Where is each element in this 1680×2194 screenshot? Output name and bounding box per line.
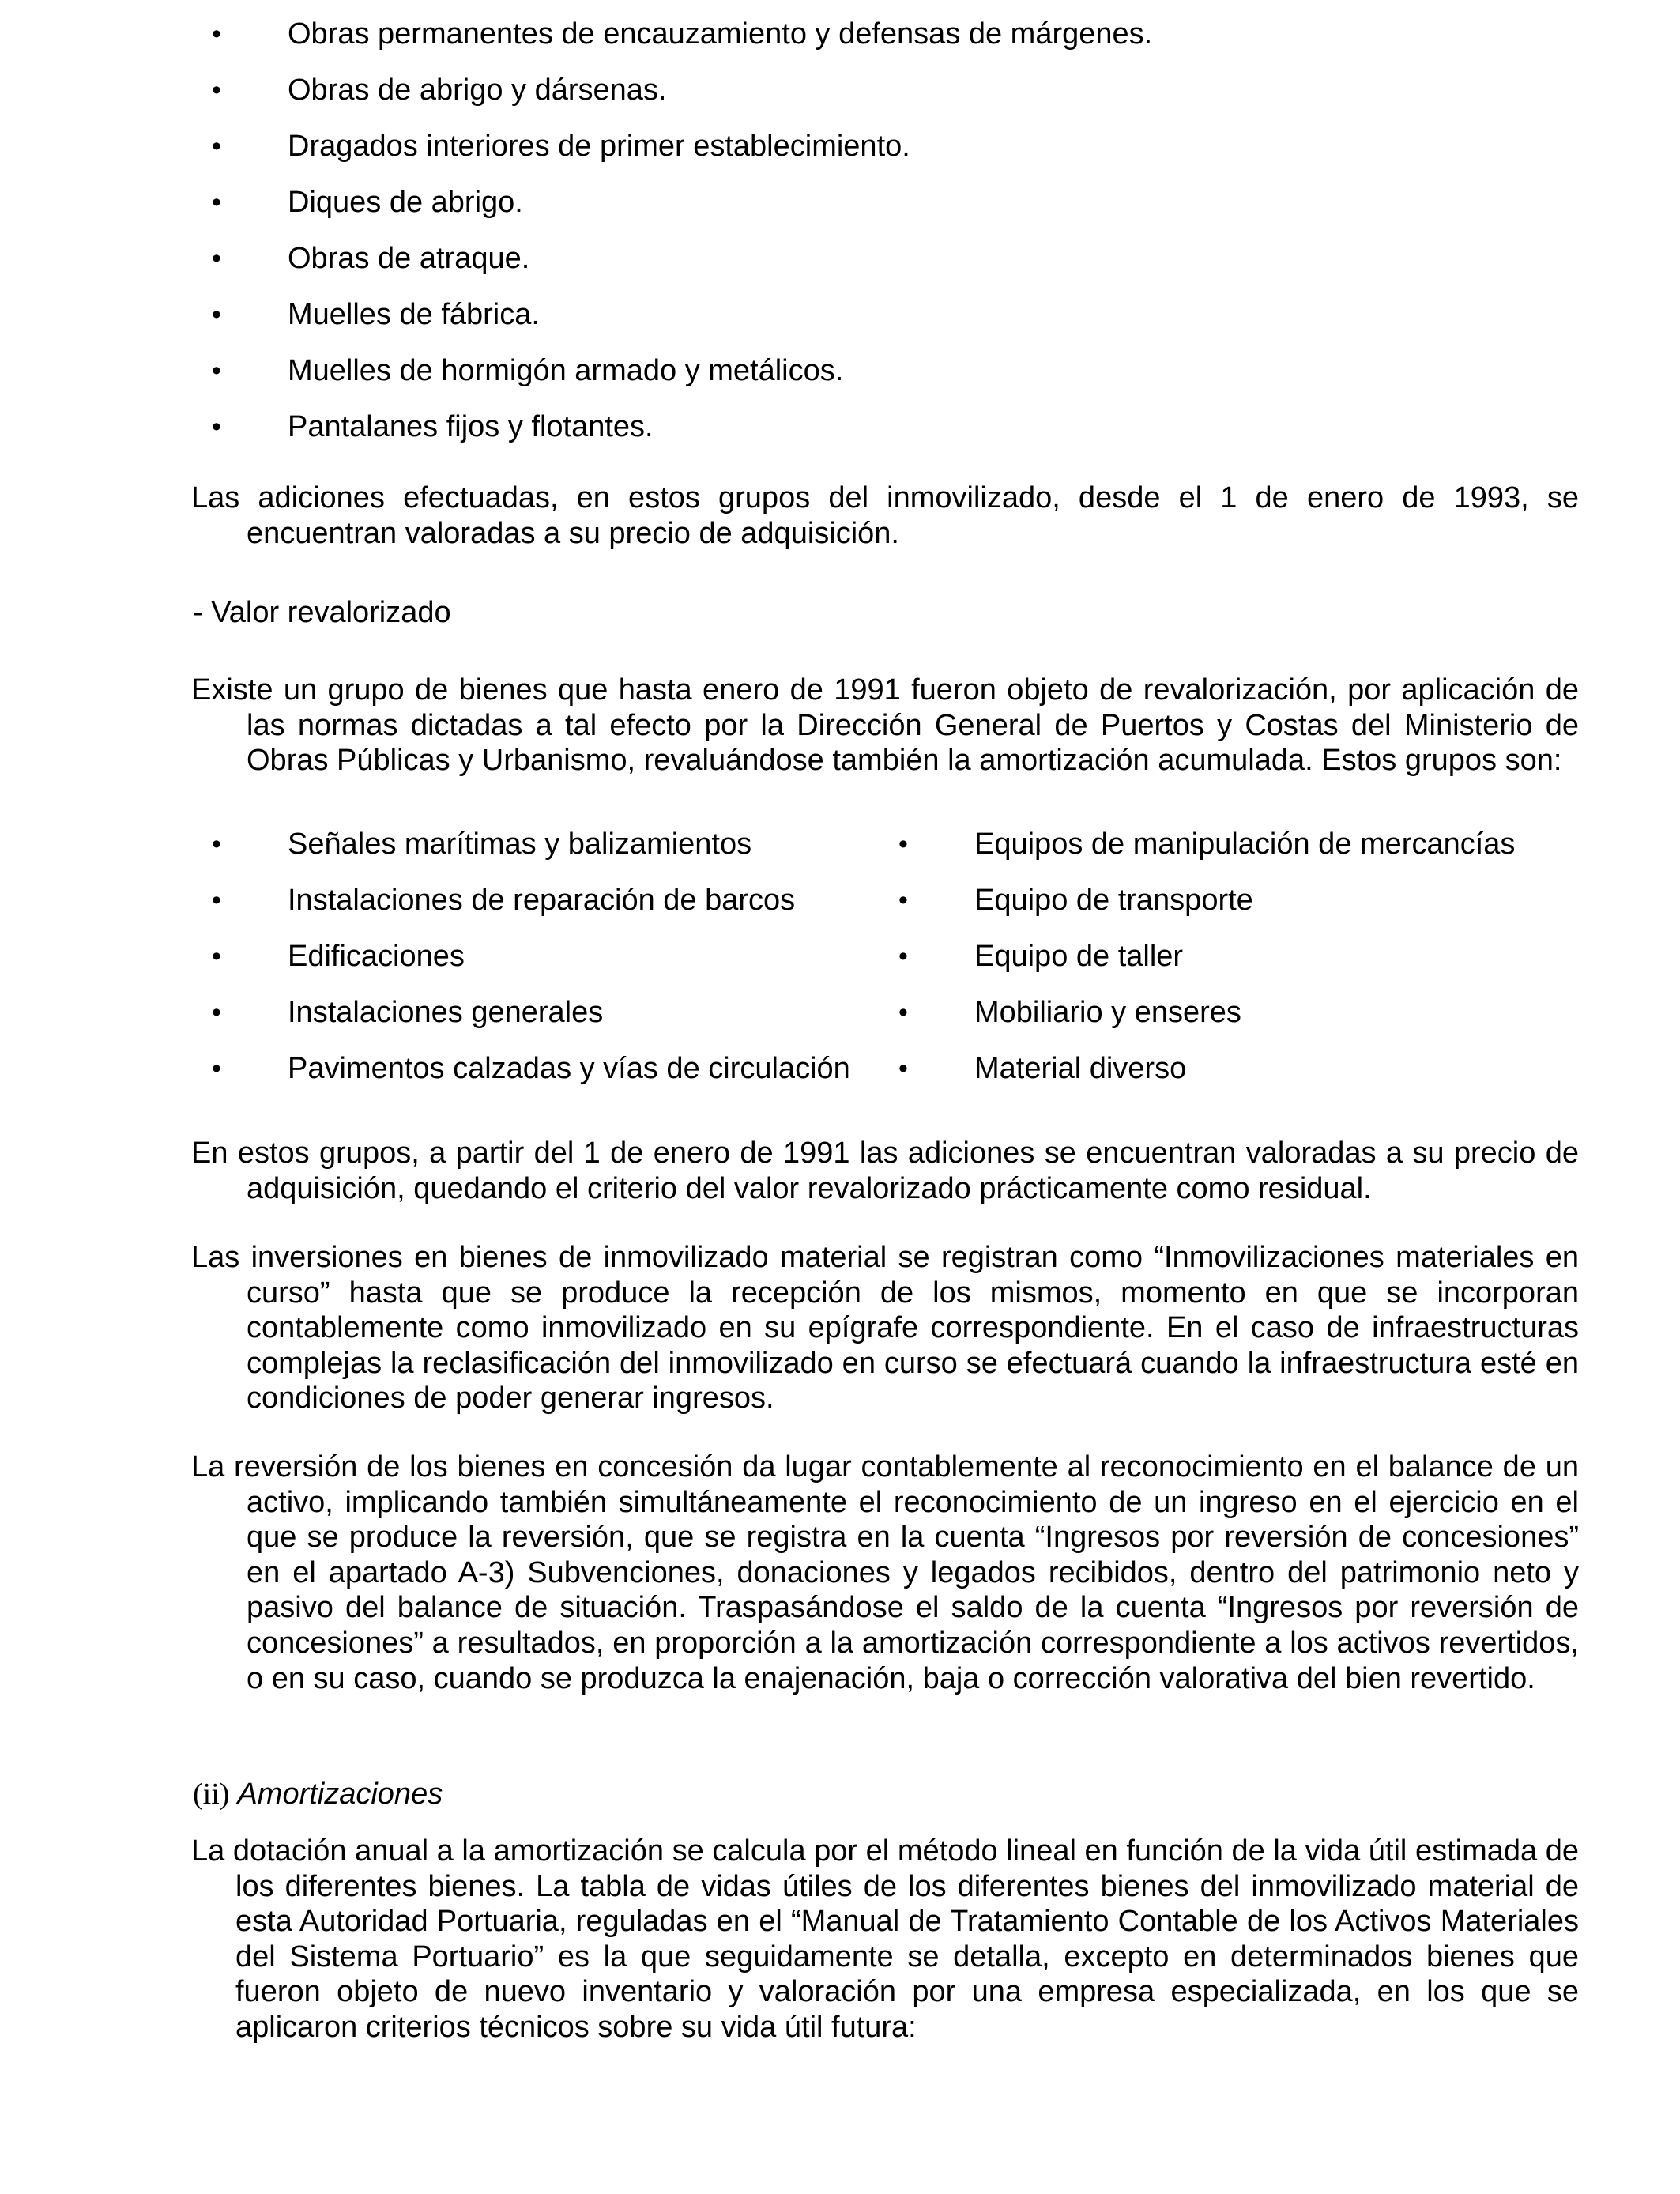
- bullet-icon: •: [898, 941, 908, 971]
- list-item-text: Equipo de transporte: [974, 884, 1253, 917]
- list-item-text: Obras permanentes de encauzamiento y defensas de márgenes.: [288, 17, 1153, 51]
- asset-groups-right-list: [898, 826, 1578, 1106]
- list-item: [898, 994, 1578, 1050]
- paragraph-reversion: La reversión de los bienes en concesión da lugar contablemente al reconocimiento en el balance de un activo, implicando también simultáneamente el reconocimiento de un ingreso en el ejercicio en el que se produce la reversión, que se registra en la cuenta “Ingresos por reversión de concesiones” en el apartado A-3) Subvenciones, donaciones y legados recibidos, dentro del patrimonio neto y pasivo del balance de situación. Traspasándose el saldo de la cuenta “Ingresos por reversión de concesiones” a resultados, en proporción a la amortización correspondiente a los activos revertidos, o en su caso, cuando se produzca la enajenación, baja o corrección valorativa del bien revertido.: [191, 1450, 1579, 1695]
- bullet-icon: •: [212, 997, 221, 1027]
- list-item-text: Muelles de hormigón armado y metálicos.: [288, 354, 844, 387]
- section-numeral: (ii): [193, 1777, 230, 1811]
- bullet-icon: •: [212, 243, 221, 273]
- bullet-icon: •: [212, 75, 221, 105]
- paragraph-adiciones-grupos: En estos grupos, a partir del 1 de enero de 1991 las adiciones se encuentran valoradas a su precio de adquisición, quedando el criterio del valor revalorizado prácticamente como residual.: [191, 1137, 1579, 1205]
- list-item-text: Mobiliario y enseres: [974, 996, 1241, 1029]
- paragraph-inversiones: Las inversiones en bienes de inmovilizado material se registran como “Inmovilizaciones materiales en curso” hasta que se produce la recepción de los mismos, momento en que se incorporan contablemente como inmovilizado en su epígrafe correspondiente. En el caso de infraestructuras complejas la reclasificación del inmovilizado en curso se efectuará cuando la infraestructura esté en condiciones de poder generar ingresos.: [191, 1241, 1579, 1416]
- list-item-text: Muelles de fábrica.: [288, 298, 540, 331]
- bullet-icon: •: [898, 829, 908, 859]
- paragraph-dotacion: La dotación anual a la amortización se calcula por el método lineal en función de la vida útil estimada de los diferentes bienes. La tabla de vidas útiles de los diferentes bienes del inmovilizado material de esta Autoridad Portuaria, reguladas en el “Manual de Tratamiento Contable de los Activos Materiales del Sistema Portuario” es la que seguidamente se detalla, excepto en determinados bienes que fueron objeto de nuevo inventario y valoración por una empresa especializada, en los que se aplicaron criterios técnicos sobre su vida útil futura:: [191, 1834, 1579, 2044]
- list-item: [212, 72, 1555, 128]
- list-item-text: Instalaciones de reparación de barcos: [288, 884, 796, 917]
- list-item: [898, 882, 1578, 938]
- paragraph-revalorizacion: Existe un grupo de bienes que hasta enero de 1991 fueron objeto de revalorización, por aplicación de las normas dictadas a tal efecto por la Dirección General de Puertos y Costas del Ministerio de Obras Públicas y Urbanismo, revaluándose también la amortización acumulada. Estos grupos son:: [191, 673, 1579, 778]
- list-item-text: Dragados interiores de primer establecimiento.: [288, 130, 910, 163]
- list-item: [212, 352, 1555, 409]
- bullet-icon: •: [212, 1054, 221, 1084]
- list-item: [212, 826, 891, 882]
- list-item: [212, 16, 1555, 72]
- list-item-text: Señales marítimas y balizamientos: [288, 827, 752, 861]
- asset-groups-left-list: [212, 826, 891, 1106]
- list-item: [898, 1050, 1578, 1106]
- list-item-text: Diques de abrigo.: [288, 186, 523, 219]
- bullet-icon: •: [212, 300, 221, 330]
- bullet-icon: •: [212, 941, 221, 971]
- section-heading-valor-revalorizado: - Valor revalorizado: [193, 596, 451, 629]
- list-item-text: Edificaciones: [288, 940, 465, 973]
- bullet-icon: •: [898, 997, 908, 1027]
- list-item: [212, 184, 1555, 240]
- list-item: [212, 296, 1555, 352]
- list-item-text: Material diverso: [974, 1052, 1187, 1085]
- list-item: [212, 938, 891, 994]
- bullet-icon: •: [212, 356, 221, 386]
- paragraph-adiciones: Las adiciones efectuadas, en estos grupos del inmovilizado, desde el 1 de enero de 1993, se encuentran valoradas a su precio de adquisición.: [191, 481, 1579, 550]
- list-item-text: Equipos de manipulación de mercancías: [974, 827, 1516, 861]
- bullet-icon: •: [212, 19, 221, 49]
- list-item: [212, 1050, 891, 1106]
- list-item-text: Equipo de taller: [974, 940, 1184, 973]
- bullet-icon: •: [898, 1054, 908, 1084]
- bullet-icon: •: [898, 885, 908, 915]
- list-item-text: Pavimentos calzadas y vías de circulación: [288, 1052, 850, 1085]
- section-heading-amortizaciones: [193, 1776, 443, 1812]
- bullet-icon: •: [212, 412, 221, 442]
- list-item: [898, 938, 1578, 994]
- bullet-icon: •: [212, 829, 221, 859]
- bullet-icon: •: [212, 187, 221, 217]
- bullet-icon: •: [212, 131, 221, 161]
- list-item: [898, 826, 1578, 882]
- list-item: [212, 128, 1555, 184]
- works-bullet-list: [212, 16, 1555, 465]
- list-item: [212, 882, 891, 938]
- list-item: [212, 409, 1555, 465]
- list-item-text: Instalaciones generales: [288, 996, 604, 1029]
- list-item-text: Obras de abrigo y dársenas.: [288, 74, 667, 107]
- bullet-icon: •: [212, 885, 221, 915]
- section-title: Amortizaciones: [237, 1777, 443, 1811]
- list-item-text: Pantalanes fijos y flotantes.: [288, 410, 654, 443]
- list-item: [212, 994, 891, 1050]
- list-item-text: Obras de atraque.: [288, 242, 530, 275]
- list-item: [212, 240, 1555, 296]
